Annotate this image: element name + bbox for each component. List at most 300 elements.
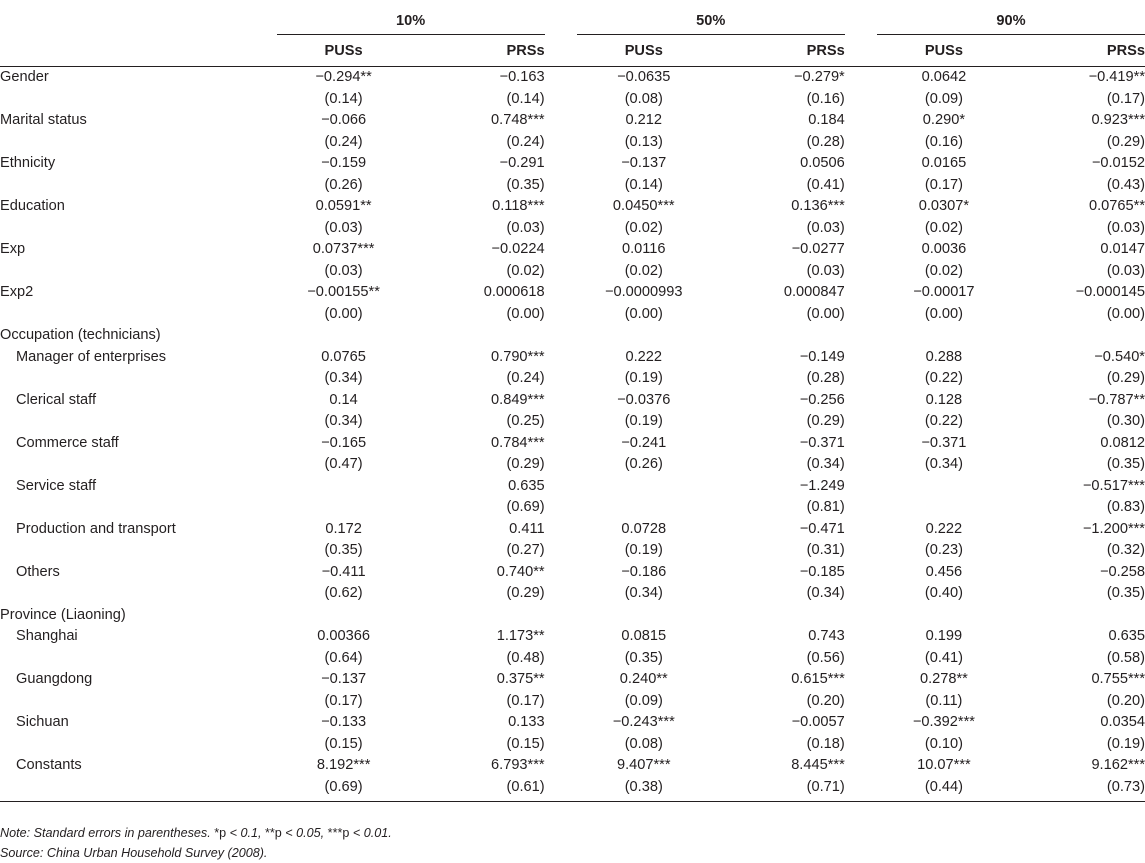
column-gap bbox=[545, 239, 577, 261]
column-gap bbox=[845, 89, 877, 111]
blank-label bbox=[0, 540, 277, 562]
column-gap bbox=[545, 196, 577, 218]
coef-cell: −0.00155** bbox=[307, 284, 380, 300]
se-cell: (0.09) bbox=[624, 692, 663, 709]
coef-cell: 0.0116 bbox=[621, 241, 666, 257]
se-cell: (0.22) bbox=[924, 370, 963, 386]
column-gap bbox=[545, 411, 577, 433]
se-cell: (0.03) bbox=[1106, 219, 1145, 236]
coef-cell: 8.192*** bbox=[316, 757, 371, 773]
variable-label: Service staff bbox=[16, 477, 97, 494]
stderr-row bbox=[0, 89, 1145, 111]
note-p3-rest: < 0.01. bbox=[349, 826, 392, 840]
stderr-row bbox=[0, 132, 1145, 154]
se-cell: (0.35) bbox=[1106, 585, 1145, 601]
column-gap bbox=[845, 476, 877, 498]
se-cell: (0.02) bbox=[924, 219, 963, 236]
coef-cell: 0.199 bbox=[925, 628, 963, 644]
variable-label: Production and transport bbox=[16, 520, 176, 537]
column-gap bbox=[545, 368, 577, 390]
blank-label bbox=[0, 648, 277, 670]
se-cell: (0.02) bbox=[924, 262, 963, 279]
variable-label: Shanghai bbox=[16, 628, 78, 644]
se-cell: (0.09) bbox=[924, 90, 963, 107]
stderr-row bbox=[0, 411, 1145, 433]
col-header-pus: PUSs bbox=[624, 42, 663, 59]
coef-cell: −0.787** bbox=[1088, 391, 1145, 408]
coef-cell: −0.0000993 bbox=[604, 284, 683, 300]
se-cell: (0.03) bbox=[806, 262, 845, 279]
coef-cell bbox=[277, 476, 411, 498]
se-cell bbox=[577, 497, 711, 519]
coefficient-row bbox=[0, 669, 1145, 691]
se-cell: (0.64) bbox=[324, 649, 363, 666]
coef-cell: 0.000618 bbox=[483, 284, 545, 300]
se-cell: (0.73) bbox=[1106, 778, 1145, 795]
se-cell: (0.08) bbox=[624, 90, 663, 107]
se-cell: (0.41) bbox=[806, 176, 845, 193]
column-gap bbox=[545, 734, 577, 756]
se-cell: (0.00) bbox=[324, 305, 363, 322]
col-header-prs: PRSs bbox=[1106, 42, 1145, 59]
stderr-row bbox=[0, 540, 1145, 562]
col-header-prs: PRSs bbox=[806, 42, 845, 59]
coefficient-row bbox=[0, 347, 1145, 369]
se-cell: (0.34) bbox=[806, 585, 845, 601]
coef-cell: −0.0277 bbox=[791, 241, 845, 257]
column-gap bbox=[845, 67, 877, 89]
se-cell: (0.00) bbox=[806, 305, 845, 322]
coef-cell: 8.445*** bbox=[791, 757, 845, 773]
se-cell: (0.24) bbox=[324, 133, 363, 150]
column-gap bbox=[845, 368, 877, 390]
se-cell: (0.29) bbox=[506, 456, 545, 472]
se-cell: (0.19) bbox=[624, 542, 663, 558]
se-cell: (0.58) bbox=[1106, 649, 1145, 666]
quantile-header-10: 10% bbox=[277, 7, 545, 35]
coef-cell bbox=[877, 476, 1011, 498]
blank-label bbox=[0, 175, 277, 197]
coef-cell: −0.243*** bbox=[612, 714, 675, 730]
blank-label bbox=[0, 734, 277, 756]
stderr-row bbox=[0, 175, 1145, 197]
coef-cell: 0.288 bbox=[925, 348, 963, 365]
se-cell: (0.69) bbox=[506, 499, 545, 515]
se-cell: (0.24) bbox=[506, 133, 545, 150]
coef-cell: 0.635 bbox=[1108, 628, 1145, 644]
coefficient-row bbox=[0, 390, 1145, 412]
coef-cell: 0.0165 bbox=[921, 155, 967, 171]
column-gap bbox=[845, 712, 877, 734]
coef-cell: 0.743 bbox=[808, 628, 845, 644]
coef-cell: 6.793*** bbox=[491, 757, 545, 773]
coefficient-row bbox=[0, 67, 1145, 89]
blank-label bbox=[0, 89, 277, 111]
se-cell: (0.29) bbox=[806, 413, 845, 429]
category-row bbox=[0, 605, 1145, 627]
table-notes bbox=[0, 823, 392, 863]
column-gap bbox=[845, 519, 877, 541]
blank-label bbox=[0, 261, 277, 283]
coefficient-row bbox=[0, 282, 1145, 304]
se-cell: (0.69) bbox=[324, 778, 363, 795]
column-gap bbox=[845, 218, 877, 240]
coef-cell: −0.159 bbox=[321, 155, 367, 171]
coefficient-row bbox=[0, 519, 1145, 541]
se-cell: (0.35) bbox=[506, 176, 545, 193]
coef-cell: 0.740** bbox=[496, 563, 545, 580]
column-gap bbox=[845, 583, 877, 605]
column-gap bbox=[845, 390, 877, 412]
se-cell bbox=[877, 497, 1011, 519]
coef-cell: 0.784*** bbox=[491, 434, 545, 451]
regression-table bbox=[0, 7, 1145, 802]
col-header-prs: PRSs bbox=[506, 42, 545, 59]
coef-cell: 0.0506 bbox=[800, 155, 845, 171]
se-cell: (0.28) bbox=[806, 133, 845, 150]
column-gap bbox=[545, 132, 577, 154]
coef-cell: −0.149 bbox=[799, 348, 845, 365]
coef-cell: 0.615*** bbox=[791, 671, 845, 687]
se-cell: (0.03) bbox=[324, 219, 363, 236]
table-body bbox=[0, 67, 1145, 802]
stderr-row bbox=[0, 454, 1145, 476]
column-gap bbox=[845, 648, 877, 670]
coef-cell: 1.173** bbox=[496, 628, 545, 644]
header-row-quantiles bbox=[0, 7, 1145, 35]
stderr-row bbox=[0, 368, 1145, 390]
coef-cell: −0.000145 bbox=[1075, 284, 1145, 300]
se-cell: (0.56) bbox=[806, 649, 845, 666]
se-cell: (0.22) bbox=[924, 413, 963, 429]
column-gap bbox=[545, 712, 577, 734]
coef-cell: −0.0057 bbox=[791, 714, 845, 730]
column-gap bbox=[845, 347, 877, 369]
blank-label bbox=[0, 132, 277, 154]
coef-cell: −0.0635 bbox=[617, 69, 671, 85]
se-cell: (0.02) bbox=[506, 262, 545, 279]
se-cell: (0.03) bbox=[324, 262, 363, 279]
coef-cell: 0.00366 bbox=[317, 628, 370, 644]
quantile-header-50: 50% bbox=[577, 7, 845, 35]
se-cell: (0.16) bbox=[806, 90, 845, 107]
coef-cell: 0.748*** bbox=[491, 112, 545, 128]
coef-cell: 0.790*** bbox=[491, 348, 545, 365]
coefficient-row bbox=[0, 562, 1145, 584]
column-gap bbox=[845, 669, 877, 691]
category-label: Province (Liaoning) bbox=[0, 606, 126, 623]
se-cell: (0.17) bbox=[1106, 90, 1145, 107]
se-cell: (0.20) bbox=[806, 692, 845, 709]
coef-cell: −0.186 bbox=[621, 563, 667, 580]
coef-cell: 0.923*** bbox=[1091, 112, 1145, 128]
coef-cell: 9.407*** bbox=[616, 757, 671, 773]
note-line bbox=[0, 823, 392, 843]
se-cell: (0.29) bbox=[1106, 133, 1145, 150]
coef-cell: 0.0642 bbox=[921, 69, 967, 85]
variable-label: Clerical staff bbox=[16, 391, 97, 408]
coefficient-row bbox=[0, 712, 1145, 734]
coef-cell: −0.517*** bbox=[1082, 477, 1145, 494]
column-gap bbox=[845, 196, 877, 218]
blank-label bbox=[0, 583, 277, 605]
se-cell: (0.23) bbox=[924, 542, 963, 558]
coef-cell: −0.258 bbox=[1099, 563, 1145, 580]
se-cell: (0.03) bbox=[806, 219, 845, 236]
variable-label: Education bbox=[0, 198, 65, 214]
column-gap bbox=[545, 454, 577, 476]
header-corner bbox=[0, 7, 277, 35]
coef-cell: −0.163 bbox=[499, 69, 545, 85]
note-p2: **p bbox=[264, 826, 282, 840]
column-gap bbox=[845, 734, 877, 756]
coefficient-row bbox=[0, 110, 1145, 132]
column-gap bbox=[845, 777, 877, 802]
coef-cell: −0.066 bbox=[321, 112, 367, 128]
se-cell: (0.62) bbox=[324, 585, 363, 601]
coef-cell: −0.392*** bbox=[912, 714, 975, 730]
blank-label bbox=[0, 218, 277, 240]
se-cell: (0.19) bbox=[624, 413, 663, 429]
coef-cell: 0.0737*** bbox=[312, 241, 375, 257]
coef-cell: −0.185 bbox=[799, 563, 845, 580]
se-cell: (0.00) bbox=[624, 305, 663, 322]
se-cell: (0.26) bbox=[324, 176, 363, 193]
se-cell: (0.34) bbox=[324, 413, 363, 429]
coef-cell: 0.456 bbox=[925, 563, 963, 580]
column-gap bbox=[545, 626, 577, 648]
column-gap bbox=[545, 282, 577, 304]
coef-cell: 0.0591** bbox=[315, 198, 372, 214]
coef-cell: 0.0728 bbox=[621, 520, 667, 537]
stderr-row bbox=[0, 691, 1145, 713]
coef-cell: 0.0307* bbox=[918, 198, 970, 214]
coef-cell: 0.0815 bbox=[621, 628, 667, 644]
se-cell: (0.11) bbox=[925, 692, 963, 709]
se-cell: (0.13) bbox=[624, 133, 663, 150]
se-cell: (0.48) bbox=[506, 649, 545, 666]
variable-label: Sichuan bbox=[16, 714, 69, 730]
stderr-row bbox=[0, 218, 1145, 240]
column-gap bbox=[545, 390, 577, 412]
se-cell: (0.26) bbox=[624, 456, 663, 472]
column-gap bbox=[845, 497, 877, 519]
se-cell: (0.34) bbox=[324, 370, 363, 386]
column-gap bbox=[545, 540, 577, 562]
coef-cell: 0.14 bbox=[329, 391, 358, 408]
stderr-row bbox=[0, 734, 1145, 756]
note-p1-rest: < 0.1, bbox=[226, 826, 265, 840]
source-line: Source: China Urban Household Survey (2008). bbox=[0, 846, 268, 860]
column-gap bbox=[845, 239, 877, 261]
se-cell: (0.28) bbox=[806, 370, 845, 386]
column-gap bbox=[545, 583, 577, 605]
coef-cell: 0.0765** bbox=[1089, 198, 1145, 214]
se-cell: (0.00) bbox=[1106, 305, 1145, 322]
coef-cell: 0.0147 bbox=[1100, 241, 1145, 257]
column-gap bbox=[545, 433, 577, 455]
column-gap bbox=[845, 562, 877, 584]
coef-cell: −0.294** bbox=[315, 69, 372, 85]
se-cell: (0.35) bbox=[624, 649, 663, 666]
col-header-pus: PUSs bbox=[924, 42, 963, 59]
coef-cell: −0.137 bbox=[321, 671, 367, 687]
coef-cell: 0.212 bbox=[625, 112, 663, 128]
se-cell: (0.17) bbox=[506, 692, 545, 709]
se-cell: (0.30) bbox=[1106, 413, 1145, 429]
coef-cell: −0.291 bbox=[499, 155, 545, 171]
coef-cell: 0.278** bbox=[919, 671, 968, 687]
column-gap bbox=[845, 261, 877, 283]
blank-label bbox=[0, 368, 277, 390]
column-gap bbox=[545, 519, 577, 541]
coefficient-row bbox=[0, 626, 1145, 648]
se-cell: (0.43) bbox=[1106, 176, 1145, 193]
se-cell: (0.03) bbox=[1106, 262, 1145, 279]
stderr-row bbox=[0, 497, 1145, 519]
se-cell: (0.44) bbox=[924, 778, 963, 795]
coef-cell: −0.00017 bbox=[913, 284, 975, 300]
coef-cell: 0.136*** bbox=[791, 198, 845, 214]
se-cell: (0.34) bbox=[924, 456, 963, 472]
variable-label: Marital status bbox=[0, 112, 87, 128]
se-cell: (0.03) bbox=[506, 219, 545, 236]
coefficient-row bbox=[0, 433, 1145, 455]
blank-label bbox=[0, 411, 277, 433]
coef-cell: −0.137 bbox=[621, 155, 667, 171]
stderr-row bbox=[0, 648, 1145, 670]
stderr-row bbox=[0, 261, 1145, 283]
coef-cell: −0.0376 bbox=[617, 391, 671, 408]
se-cell: (0.17) bbox=[324, 692, 363, 709]
se-cell: (0.00) bbox=[924, 305, 963, 322]
column-gap bbox=[545, 497, 577, 519]
se-cell: (0.40) bbox=[924, 585, 963, 601]
coefficient-row bbox=[0, 476, 1145, 498]
coef-cell: −0.411 bbox=[321, 563, 366, 580]
blank-label bbox=[0, 777, 277, 802]
se-cell: (0.41) bbox=[924, 649, 963, 666]
category-row bbox=[0, 325, 1145, 347]
coef-cell: −0.371 bbox=[921, 434, 967, 451]
coef-cell: −0.165 bbox=[321, 434, 367, 451]
quantile-header-90: 90% bbox=[877, 7, 1145, 35]
column-gap bbox=[545, 347, 577, 369]
se-cell: (0.81) bbox=[806, 499, 845, 515]
coef-cell: 0.118*** bbox=[492, 198, 545, 214]
se-cell: (0.61) bbox=[506, 778, 545, 795]
column-gap bbox=[545, 691, 577, 713]
column-gap bbox=[845, 110, 877, 132]
variable-label: Constants bbox=[16, 757, 82, 773]
coef-cell: 0.0450*** bbox=[612, 198, 675, 214]
se-cell: (0.14) bbox=[324, 90, 363, 107]
column-gap bbox=[845, 153, 877, 175]
coefficient-row bbox=[0, 196, 1145, 218]
coef-cell: 10.07*** bbox=[917, 757, 971, 773]
coef-cell: 0.240** bbox=[619, 671, 668, 687]
column-gap bbox=[545, 67, 577, 89]
column-gap bbox=[845, 540, 877, 562]
column-gap bbox=[845, 626, 877, 648]
column-gap bbox=[845, 282, 877, 304]
stderr-row bbox=[0, 777, 1145, 802]
coef-cell: 0.000847 bbox=[783, 284, 845, 300]
se-cell: (0.47) bbox=[324, 456, 363, 472]
se-cell: (0.18) bbox=[806, 735, 845, 752]
column-gap bbox=[545, 218, 577, 240]
stderr-row bbox=[0, 583, 1145, 605]
note-p1: *p bbox=[214, 826, 227, 840]
column-gap bbox=[545, 175, 577, 197]
se-cell: (0.32) bbox=[1106, 542, 1145, 558]
se-cell: (0.35) bbox=[1106, 456, 1145, 472]
se-cell: (0.31) bbox=[806, 542, 845, 558]
coef-cell: −1.200*** bbox=[1082, 520, 1145, 537]
coef-cell: 0.849*** bbox=[491, 391, 545, 408]
coefficient-row bbox=[0, 153, 1145, 175]
se-cell: (0.16) bbox=[924, 133, 963, 150]
column-gap bbox=[545, 669, 577, 691]
variable-label: Manager of enterprises bbox=[16, 348, 167, 365]
coef-cell: 0.222 bbox=[625, 348, 663, 365]
se-cell: (0.71) bbox=[806, 778, 845, 795]
column-gap bbox=[545, 153, 577, 175]
variable-label: Commerce staff bbox=[16, 434, 119, 451]
se-cell: (0.34) bbox=[624, 585, 663, 601]
coef-cell: 9.162*** bbox=[1091, 757, 1145, 773]
se-cell: (0.25) bbox=[506, 413, 545, 429]
se-cell: (0.17) bbox=[924, 176, 963, 193]
coef-cell: −1.249 bbox=[799, 477, 845, 494]
coef-cell: 0.635 bbox=[508, 477, 545, 494]
coef-cell: −0.256 bbox=[799, 391, 845, 408]
coef-cell: −0.279* bbox=[794, 69, 845, 85]
se-cell: (0.14) bbox=[506, 90, 545, 107]
se-cell: (0.10) bbox=[924, 735, 963, 752]
variable-label: Guangdong bbox=[16, 671, 93, 687]
se-cell: (0.27) bbox=[506, 542, 545, 558]
se-cell: (0.15) bbox=[506, 735, 545, 752]
variable-label: Ethnicity bbox=[0, 155, 56, 171]
se-cell: (0.15) bbox=[324, 735, 363, 752]
coef-cell: 0.290* bbox=[922, 112, 965, 128]
coefficient-row bbox=[0, 239, 1145, 261]
column-gap bbox=[845, 755, 877, 777]
coef-cell: 0.0354 bbox=[1100, 714, 1145, 730]
column-gap bbox=[845, 411, 877, 433]
coef-cell: −0.0152 bbox=[1091, 155, 1145, 171]
blank-label bbox=[0, 454, 277, 476]
coef-cell: 0.0036 bbox=[921, 241, 967, 257]
coef-cell: 0.411 bbox=[509, 520, 545, 537]
column-gap bbox=[845, 691, 877, 713]
coef-cell: 0.375** bbox=[496, 671, 545, 687]
variable-label: Gender bbox=[0, 69, 49, 85]
coef-cell: 0.133 bbox=[508, 714, 545, 730]
blank-label bbox=[0, 304, 277, 326]
se-cell: (0.29) bbox=[1106, 370, 1145, 386]
se-cell bbox=[277, 497, 411, 519]
se-cell: (0.02) bbox=[624, 262, 663, 279]
column-gap bbox=[545, 89, 577, 111]
category-label: Occupation (technicians) bbox=[0, 327, 161, 343]
coef-cell: −0.471 bbox=[799, 520, 845, 537]
coef-cell: 0.172 bbox=[325, 520, 362, 537]
coef-cell: 0.755*** bbox=[1091, 671, 1145, 687]
column-gap bbox=[545, 476, 577, 498]
se-cell: (0.02) bbox=[624, 219, 663, 236]
